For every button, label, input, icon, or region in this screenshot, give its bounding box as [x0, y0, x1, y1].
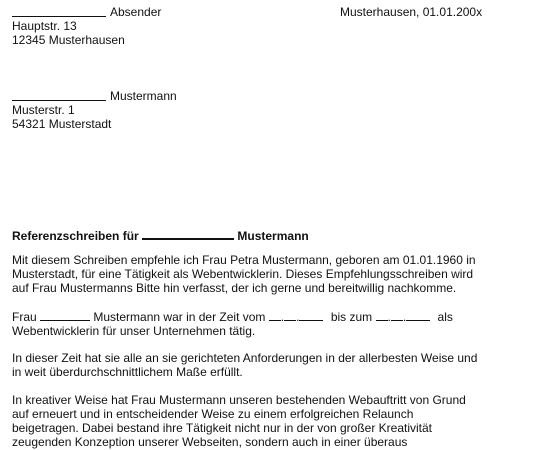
recipient-street: Musterstr. 1 — [12, 103, 75, 117]
p2-start-year-blank — [299, 310, 323, 321]
p2-bis: bis zum — [330, 310, 373, 324]
p2-end-month-blank — [391, 310, 403, 321]
p2-end-year-blank — [406, 310, 430, 321]
p2-als: als — [437, 310, 453, 324]
p2-mid: Mustermann war in der Zeit vom — [93, 310, 266, 324]
sender-name-blank — [12, 16, 106, 17]
paragraph-creative-line2: auf erneuert und in entscheidender Weise zu einem erfolgreichen Relaunch — [12, 407, 414, 421]
paragraph-recommendation: Mit diesem Schreiben empfehle ich Frau Petra Mustermann, geboren am 01.01.1960 in Musterstadt, für eine Tätigkeit als Webentwicklerin. Dieses Empfehlungsschreiben wird auf Frau Mustermanns Bitte hin verfasst, der ich gerne und bereitwillig nachkomme. — [12, 253, 476, 295]
paragraph-employment-line1: Frau Mustermann war in der Zeit vom . . bis zum . . als — [12, 310, 453, 324]
paragraph-requirements: In dieser Zeit hat sie alle an sie gerichteten Anforderungen in der allerbesten Weise und in weit überdurchschnittlichem Maße erfüllt. — [12, 351, 478, 379]
p2-frau: Frau — [12, 310, 37, 324]
p2-start-day-blank — [269, 310, 281, 321]
sender-street: Hauptstr. 13 — [12, 19, 77, 33]
sender-label: Absender — [110, 5, 162, 19]
subject-name-blank — [142, 228, 234, 240]
subject-name: Mustermann — [237, 229, 309, 243]
paragraph-creative-line1: In kreativer Weise hat Frau Mustermann unseren bestehenden Webauftritt von Grund — [12, 393, 466, 407]
recipient-city: 54321 Musterstadt — [12, 117, 112, 131]
subject-prefix: Referenzschreiben für — [12, 229, 139, 243]
recipient-firstname-blank — [12, 100, 106, 101]
subject-line — [12, 228, 309, 243]
sender-city: 12345 Musterhausen — [12, 33, 125, 47]
p2-start-month-blank — [284, 310, 296, 321]
p2-end-day-blank — [376, 310, 388, 321]
paragraph-employment-line2: Webentwicklerin für unser Unternehmen tätig. — [12, 324, 256, 338]
recipient-name: Mustermann — [110, 89, 177, 103]
paragraph-creative-line3: beigetragen. Dabei bestand ihre Tätigkeit nicht nur in der von großer Kreativität — [12, 421, 433, 435]
date-line: Musterhausen, 01.01.200x — [340, 5, 483, 19]
paragraph-creative-line4: zeugenden Konzeption unserer Webseiten, sondern auch in einer überaus — [12, 435, 408, 449]
p2-firstname-blank — [40, 310, 90, 321]
